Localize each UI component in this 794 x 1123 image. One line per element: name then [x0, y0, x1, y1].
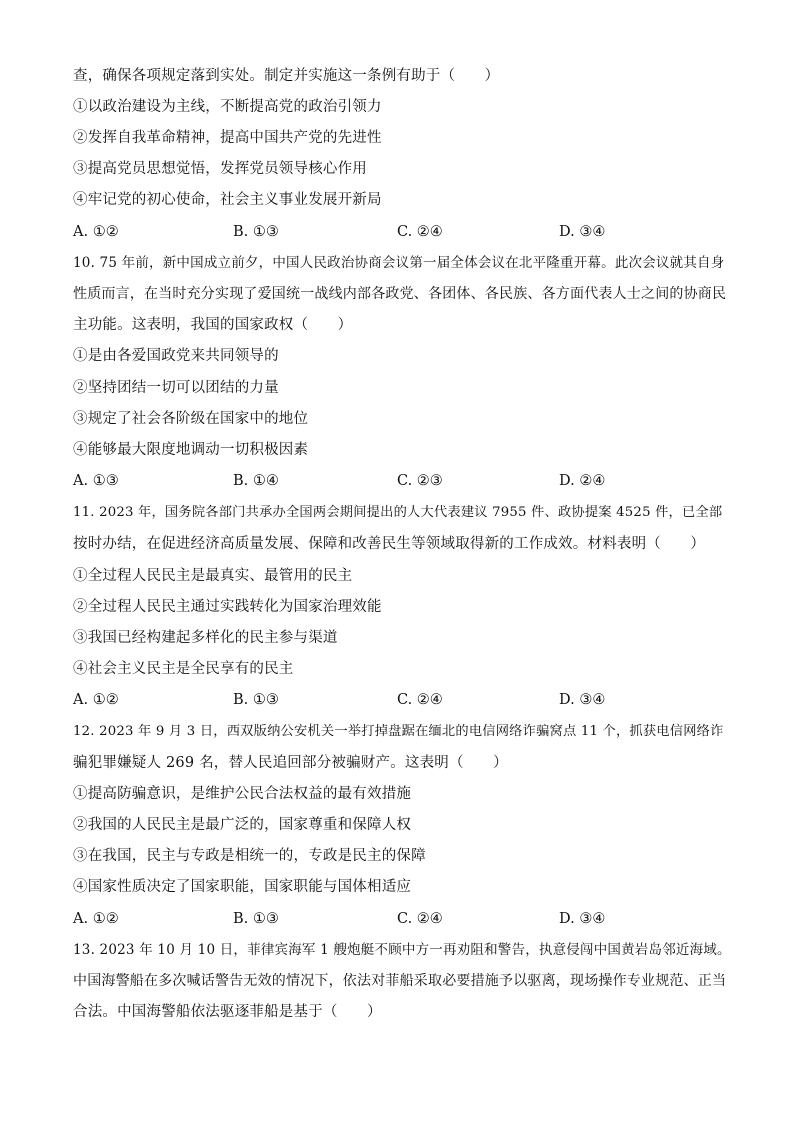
- q11-choice-a[interactable]: A. ①②: [73, 692, 119, 708]
- q12-option-2: ②我国的人民民主是最广泛的，国家尊重和保障人权: [73, 817, 412, 833]
- q10-choice-a[interactable]: A. ①③: [73, 473, 119, 489]
- q11-choice-d[interactable]: D. ③④: [559, 692, 606, 708]
- q12-choices: [73, 909, 733, 929]
- q9-option-2: ②发挥自我革命精神，提高中国共产党的先进性: [73, 130, 382, 146]
- q12-option-3: ③在我国，民主与专政是相统一的，专政是民主的保障: [73, 848, 426, 864]
- q9-option-4: ④牢记党的初心使命，社会主义事业发展开新局: [73, 192, 382, 208]
- q9-choice-b[interactable]: B. ①③: [233, 224, 279, 240]
- q12-choice-c[interactable]: C. ②④: [397, 911, 443, 927]
- q10-option-1: ①是由各爱国政党来共同领导的: [73, 348, 279, 364]
- q9-option-1: ①以政治建设为主线，不断提高党的政治引领力: [73, 99, 382, 115]
- q10-stem-line-2: 性质而言，在当时充分实现了爱国统一战线内部各政党、各团体、各民族、各方面代表人士之间的协商民: [73, 286, 727, 302]
- q10-choice-b[interactable]: B. ①④: [233, 473, 279, 489]
- q12-stem-line-2: 骗犯罪嫌疑人 269 名，替人民追回部分被骗财产。这表明（ ）: [73, 755, 508, 771]
- q11-stem-line-1: 11. 2023 年，国务院各部门共承办全国两会期间提出的人大代表建议 7955 件、政协提案 4525 件，已全部: [73, 505, 723, 520]
- q12-choice-a[interactable]: A. ①②: [73, 911, 119, 927]
- q9-option-3: ③提高党员思想觉悟，发挥党员领导核心作用: [73, 161, 367, 177]
- q11-choices: [73, 690, 733, 710]
- q11-option-4: ④社会主义民主是全民享有的民主: [73, 661, 294, 677]
- q10-option-4: ④能够最大限度地调动一切积极因素: [73, 442, 309, 458]
- q13-stem-line-1: 13. 2023 年 10 月 10 日，菲律宾海军 1 艘炮艇不顾中方一再劝阻和警告，执意侵闯中国黄岩岛邻近海域。: [73, 942, 731, 958]
- q10-stem-line-3: 主功能。这表明，我国的国家政权（ ）: [73, 317, 353, 333]
- q10-choice-d[interactable]: D. ②④: [559, 473, 606, 489]
- q9-choice-a[interactable]: A. ①②: [73, 224, 119, 240]
- q9-choices: [73, 222, 733, 242]
- q10-option-3: ③规定了社会各阶级在国家中的地位: [73, 411, 309, 427]
- q12-choice-b[interactable]: B. ①③: [233, 911, 279, 927]
- q10-choices: [73, 471, 733, 491]
- q12-choice-d[interactable]: D. ③④: [559, 911, 606, 927]
- q11-choice-b[interactable]: B. ①③: [233, 692, 279, 708]
- q11-option-3: ③我国已经构建起多样化的民主参与渠道: [73, 630, 338, 646]
- q13-stem-line-2: 中国海警船在多次喊话警告无效的情况下，依法对菲船采取必要措施予以驱离，现场操作专业规范、正当: [73, 973, 727, 989]
- q9-choice-d[interactable]: D. ③④: [559, 224, 606, 240]
- q11-option-1: ①全过程人民民主是最真实、最管用的民主: [73, 568, 353, 584]
- q9-choice-c[interactable]: C. ②④: [397, 224, 443, 240]
- q10-stem-line-1: 10. 75 年前，新中国成立前夕，中国人民政治协商会议第一届全体会议在北平隆重开幕。此次会议就其自身: [73, 255, 725, 271]
- q10-choice-c[interactable]: C. ②③: [397, 473, 443, 489]
- q10-option-2: ②坚持团结一切可以团结的力量: [73, 380, 279, 396]
- q9-stem-tail: 查，确保各项规定落到实处。制定并实施这一条例有助于（ ）: [73, 68, 500, 84]
- q11-choice-c[interactable]: C. ②④: [397, 692, 443, 708]
- q13-stem-line-3: 合法。中国海警船依法驱逐菲船是基于（ ）: [73, 1004, 382, 1020]
- q12-option-1: ①提高防骗意识，是维护公民合法权益的最有效措施: [73, 786, 412, 802]
- q11-stem-line-2: 按时办结，在促进经济高质量发展、保障和改善民生等领域取得新的工作成效。材料表明（ ）: [73, 536, 706, 552]
- q11-option-2: ②全过程人民民主通过实践转化为国家治理效能: [73, 599, 382, 615]
- q12-stem-line-1: 12. 2023 年 9 月 3 日，西双版纳公安机关一举打掉盘踞在缅北的电信网络诈骗窝点 11 个，抓获电信网络诈: [73, 724, 724, 739]
- q12-option-4: ④国家性质决定了国家职能，国家职能与国体相适应: [73, 879, 412, 895]
